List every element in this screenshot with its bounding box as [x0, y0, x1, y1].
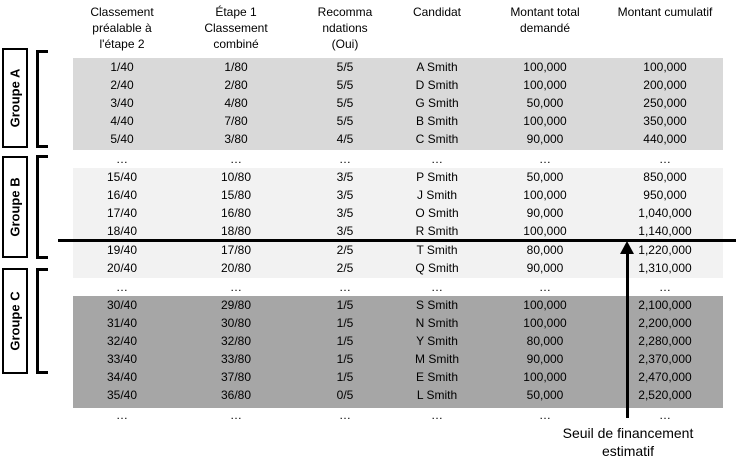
cell-total-requested: 100,000 — [523, 78, 567, 92]
cell-cumulative: … — [659, 408, 671, 422]
cell-total-requested: 100,000 — [523, 316, 567, 330]
table-row — [0, 76, 736, 94]
table-row — [0, 58, 736, 76]
cell-cumulative: 1,040,000 — [638, 206, 692, 220]
cell-candidate: T Smith — [416, 243, 458, 257]
cell-recommendations: 2/5 — [336, 243, 354, 257]
cell-combined-rank: 37/80 — [220, 370, 252, 384]
cell-recommendations: 5/5 — [336, 78, 354, 92]
cell-cumulative: 2,370,000 — [638, 352, 692, 366]
table-row — [0, 150, 736, 168]
cell-total-requested: … — [539, 280, 551, 294]
table-row — [0, 186, 736, 204]
threshold-label: Seuil de financement estimatif — [562, 425, 694, 459]
cell-cumulative: … — [659, 152, 671, 166]
cell-candidate: Q Smith — [415, 261, 459, 275]
cell-candidate: A Smith — [416, 60, 458, 74]
cell-ranking: … — [116, 408, 128, 422]
cell-cumulative: 2,280,000 — [638, 334, 692, 348]
cell-cumulative: 2,100,000 — [638, 298, 692, 312]
cell-ranking: 3/40 — [110, 96, 134, 110]
cell-combined-rank: 4/80 — [224, 96, 248, 110]
cell-combined-rank: 20/80 — [220, 261, 252, 275]
cell-combined-rank: … — [230, 152, 242, 166]
cell-recommendations: 1/5 — [336, 352, 354, 366]
header-candidate: Candidat — [412, 5, 462, 19]
cell-combined-rank: … — [230, 280, 242, 294]
cell-total-requested: 90,000 — [526, 261, 564, 275]
cell-candidate: S Smith — [415, 298, 458, 312]
cell-total-requested: 90,000 — [526, 352, 564, 366]
cell-candidate: D Smith — [415, 78, 459, 92]
cell-recommendations: … — [339, 408, 351, 422]
cell-ranking: 30/40 — [106, 298, 138, 312]
cell-recommendations: 5/5 — [336, 60, 354, 74]
cell-candidate: B Smith — [415, 114, 458, 128]
cell-cumulative: 100,000 — [643, 60, 687, 74]
cell-candidate: O Smith — [415, 206, 459, 220]
cell-recommendations: 1/5 — [336, 370, 354, 384]
cell-recommendations: 4/5 — [336, 132, 354, 146]
cell-combined-rank: 10/80 — [220, 170, 252, 184]
cell-cumulative: 1,140,000 — [638, 224, 692, 238]
cell-combined-rank: 16/80 — [220, 206, 252, 220]
cell-cumulative: 250,000 — [643, 96, 687, 110]
cell-combined-rank: 18/80 — [220, 224, 252, 238]
cell-candidate: M Smith — [414, 352, 459, 366]
table-row — [0, 112, 736, 130]
cell-recommendations: 2/5 — [336, 261, 354, 275]
header-ranking-before-step2: Classement préalable à l'étape 2 — [90, 5, 154, 51]
cell-total-requested: 90,000 — [526, 206, 564, 220]
cell-candidate: L Smith — [416, 388, 458, 402]
cell-candidate: G Smith — [415, 96, 459, 110]
cell-total-requested: 100,000 — [523, 298, 567, 312]
cell-combined-rank: 7/80 — [224, 114, 248, 128]
cell-candidate: P Smith — [416, 170, 458, 184]
threshold-arrow-shaft — [626, 252, 629, 418]
cell-ranking: 1/40 — [110, 60, 134, 74]
cell-total-requested: 90,000 — [526, 132, 564, 146]
cell-cumulative: 1,220,000 — [638, 243, 692, 257]
cell-combined-rank: 30/80 — [220, 316, 252, 330]
cell-cumulative: 440,000 — [643, 132, 687, 146]
table-row — [0, 130, 736, 148]
table-row — [0, 168, 736, 186]
cell-cumulative: 2,520,000 — [638, 388, 692, 402]
cell-ranking: 17/40 — [106, 206, 138, 220]
cell-candidate: … — [431, 408, 443, 422]
cell-candidate: E Smith — [415, 370, 458, 384]
cell-total-requested: 80,000 — [526, 243, 564, 257]
cell-recommendations: 3/5 — [336, 206, 354, 220]
cell-ranking: 20/40 — [106, 261, 138, 275]
cell-recommendations: 1/5 — [336, 298, 354, 312]
cell-recommendations: 3/5 — [336, 170, 354, 184]
cell-recommendations: 1/5 — [336, 316, 354, 330]
cell-ranking: … — [116, 280, 128, 294]
cell-recommendations: 5/5 — [336, 114, 354, 128]
header-step1-combined-rank: Étape 1 Classement combiné — [204, 5, 268, 51]
cell-recommendations: 3/5 — [336, 224, 354, 238]
cell-combined-rank: 2/80 — [224, 78, 248, 92]
cell-candidate: … — [431, 280, 443, 294]
cell-ranking: 32/40 — [106, 334, 138, 348]
cell-ranking: … — [116, 152, 128, 166]
cell-combined-rank: 1/80 — [224, 60, 248, 74]
cell-cumulative: … — [659, 280, 671, 294]
header-cumulative: Montant cumulatif — [617, 5, 713, 19]
cell-ranking: 31/40 — [106, 316, 138, 330]
cell-total-requested: 100,000 — [523, 60, 567, 74]
cell-recommendations: … — [339, 280, 351, 294]
cell-combined-rank: 3/80 — [224, 132, 248, 146]
group-b-label: Groupe B — [2, 156, 28, 258]
cell-combined-rank: … — [230, 408, 242, 422]
table-row — [0, 94, 736, 112]
cell-combined-rank: 32/80 — [220, 334, 252, 348]
cell-combined-rank: 29/80 — [220, 298, 252, 312]
header-total-requested: Montant total demandé — [510, 5, 580, 35]
cell-ranking: 15/40 — [106, 170, 138, 184]
cell-combined-rank: 15/80 — [220, 188, 252, 202]
cell-cumulative: 350,000 — [643, 114, 687, 128]
cell-cumulative: 2,200,000 — [638, 316, 692, 330]
cell-recommendations: 0/5 — [336, 388, 354, 402]
cell-cumulative: 2,470,000 — [638, 370, 692, 384]
table-row — [0, 222, 736, 240]
cell-cumulative: 1,310,000 — [638, 261, 692, 275]
cell-total-requested: 80,000 — [526, 334, 564, 348]
cell-cumulative: 850,000 — [643, 170, 687, 184]
cell-recommendations: … — [339, 152, 351, 166]
cell-total-requested: … — [539, 152, 551, 166]
cell-recommendations: 5/5 — [336, 96, 354, 110]
cell-total-requested: 50,000 — [526, 96, 564, 110]
cell-recommendations: 1/5 — [336, 334, 354, 348]
cell-cumulative: 200,000 — [643, 78, 687, 92]
cell-total-requested: 50,000 — [526, 170, 564, 184]
cell-candidate: J Smith — [416, 188, 457, 202]
cell-combined-rank: 36/80 — [220, 388, 252, 402]
cell-combined-rank: 33/80 — [220, 352, 252, 366]
cell-candidate: C Smith — [415, 132, 459, 146]
cell-ranking: 2/40 — [110, 78, 134, 92]
cell-ranking: 16/40 — [106, 188, 138, 202]
cell-candidate: Y Smith — [416, 334, 458, 348]
cell-total-requested: 100,000 — [523, 224, 567, 238]
table-row — [0, 204, 736, 222]
cell-combined-rank: 17/80 — [220, 243, 252, 257]
funding-threshold-line — [58, 239, 736, 242]
cell-cumulative: 950,000 — [643, 188, 687, 202]
cell-ranking: 33/40 — [106, 352, 138, 366]
cell-ranking: 34/40 — [106, 370, 138, 384]
header-recommendations: Recomma ndations (Oui) — [317, 5, 373, 51]
cell-candidate: … — [431, 152, 443, 166]
cell-ranking: 35/40 — [106, 388, 138, 402]
cell-ranking: 19/40 — [106, 243, 138, 257]
cell-total-requested: 100,000 — [523, 188, 567, 202]
cell-candidate: N Smith — [415, 316, 459, 330]
cell-total-requested: 100,000 — [523, 114, 567, 128]
cell-total-requested: … — [539, 408, 551, 422]
cell-total-requested: 50,000 — [526, 388, 564, 402]
cell-candidate: R Smith — [415, 224, 459, 238]
cell-ranking: 18/40 — [106, 224, 138, 238]
group-c-label: Groupe C — [2, 268, 28, 374]
cell-ranking: 5/40 — [110, 132, 134, 146]
group-a-label: Groupe A — [2, 48, 28, 148]
cell-total-requested: 100,000 — [523, 370, 567, 384]
cell-ranking: 4/40 — [110, 114, 134, 128]
cell-recommendations: 3/5 — [336, 188, 354, 202]
